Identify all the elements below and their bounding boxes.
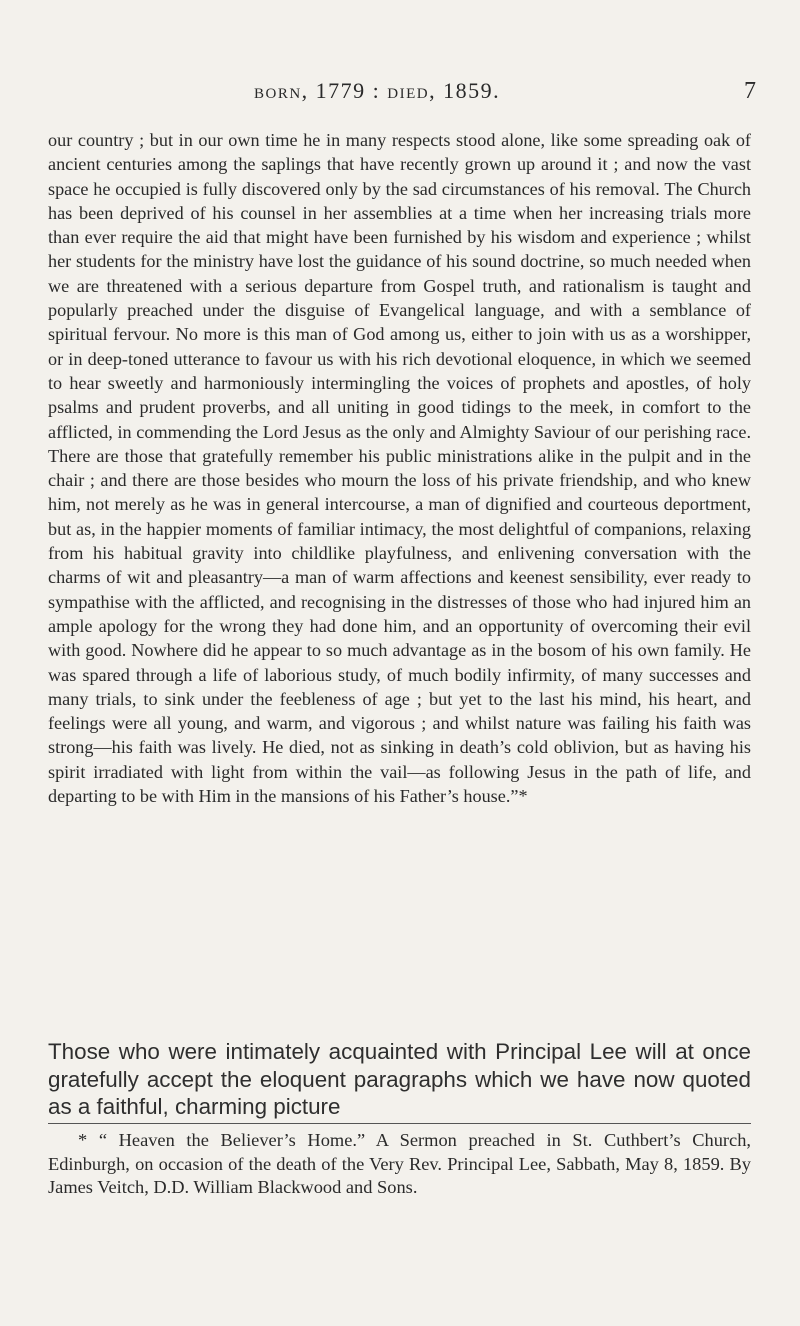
footnote: * “ Heaven the Believer’s Home.” A Sermon preached in St. Cuthbert’s Church, Edinburgh, on occasion of the death of the Very Rev. Principal Lee, Sabbath, May 8, 1859. By James Veitch, D.D. William Blackwood and Sons. — [48, 1130, 751, 1197]
page-header — [0, 78, 800, 108]
page-number: 7 — [744, 78, 756, 104]
continuation-paragraph: Those who were intimately acquainted with Principal Lee will at once gratefully accept the eloquent paragraphs which we have now quoted as a faithful, charming picture — [48, 1039, 751, 1119]
main-paragraph: our country ; but in our own time he in many respects stood alone, like some spreading oak of ancient centuries among the saplings that have recently grown up around it ; and now the vast space he occupied is fully discovered only by the sad circumstances of his removal. The Church has been deprived of his counsel in her assemblies at a time when her increasing trials more than ever require the aid that might have been furnished by his wisdom and experience ; whilst her students for the ministry have lost the guidance of his sound doctrine, so much needed when we are threatened with a serious departure from Gospel truth, and rationalism is taught and popularly preached under the disguise of Evangelical language, and with a semblance of spiritual fervour. No more is this man of God among us, either to join with us as a worshipper, or in deep-toned utterance to favour us with his rich devotional eloquence, in which we seemed to hear sweetly and harmoniously intermingling the voices of prophets and apostles, of holy psalms and prudent proverbs, and all uniting in good tidings to the meek, in comfort to the afflicted, in commending the Lord Jesus as the only and Almighty Saviour of our perishing race. There are those that gratefully remember his public ministrations alike in the pulpit and in the chair ; and there are those besides who mourn the loss of his private friendship, and who knew him, not merely as he was in general intercourse, a man of dignified and courteous deportment, but as, in the happier moments of familiar intimacy, the most delightful of companions, relaxing from his habitual gravity into childlike playfulness, and enlivening conversation with the charms of wit and pleasantry—a man of warm affections and keenest sensibility, ever ready to sympathise with the afflicted, and recognising in the distresses of those who had injured him an ample apology for the wrong they had done him, and an opportunity of overcoming their evil with good. Nowhere did he appear to so much advantage as in the bosom of his own family. He was spared through a life of laborious study, of much bodily infirmity, of many successes and many trials, to sink under the feebleness of age ; but yet to the last his mind, his heart, and feelings were all young, and warm, and vigorous ; and whilst nature was failing his faith was strong—his faith was lively. He died, not as sinking in death’s cold oblivion, but as having his spirit irradiated with light from within the vail—as following Jesus in the path of life, and departing to be with Him in the mansions of his Father’s house.”* — [48, 130, 751, 807]
footnote-divider — [48, 1123, 751, 1124]
running-title: born, 1779 : died, 1859. — [254, 78, 501, 103]
